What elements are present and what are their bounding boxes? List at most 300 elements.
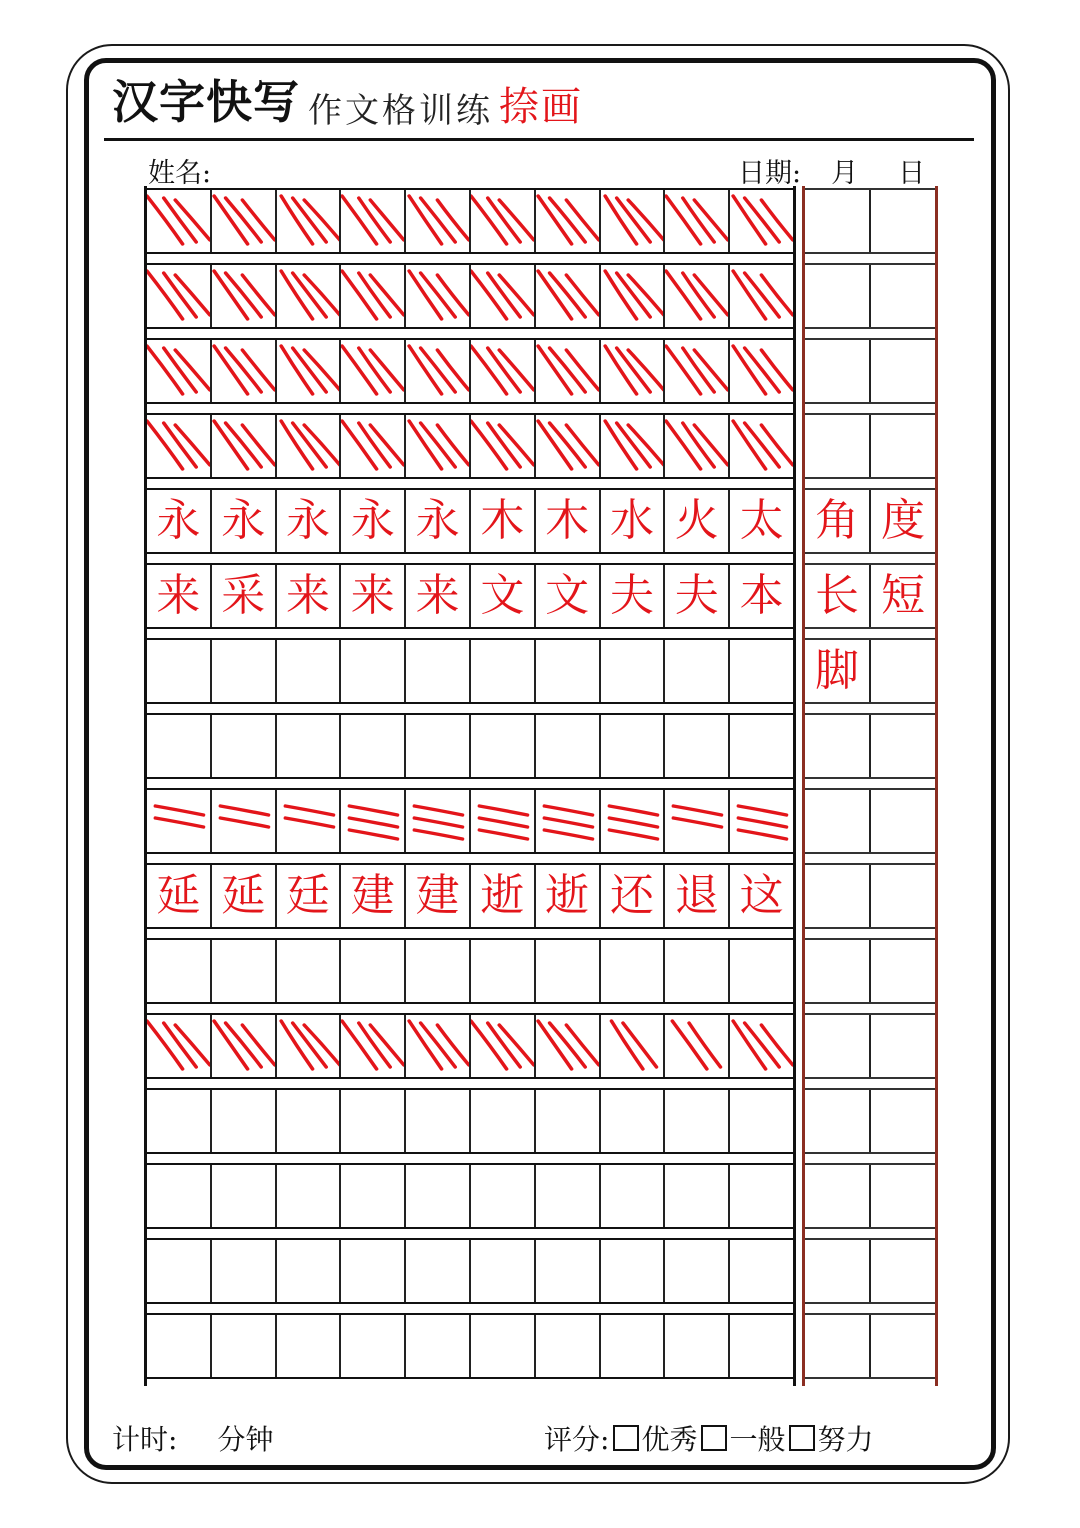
side-grid-cell[interactable]: [871, 790, 935, 852]
grid-cell[interactable]: [277, 190, 342, 252]
grid-cell[interactable]: [406, 565, 471, 627]
grid-cell[interactable]: [341, 1015, 406, 1077]
pie-stroke-mark: [609, 806, 657, 815]
grid-cell[interactable]: [212, 1315, 277, 1377]
pie-stroke-mark: [479, 806, 527, 815]
pie-stroke-mark: [479, 830, 527, 839]
side-grid-cell[interactable]: [871, 340, 935, 402]
grid-cell[interactable]: [730, 1240, 793, 1302]
grid-cell[interactable]: [471, 1240, 536, 1302]
side-grid-cell[interactable]: [805, 415, 871, 477]
grid-cell[interactable]: [147, 565, 212, 627]
side-grid-row: [805, 1238, 935, 1304]
grid-cell[interactable]: [601, 1090, 666, 1152]
grid-cell[interactable]: [730, 865, 793, 927]
practice-grid: [144, 186, 796, 1386]
grid-cell[interactable]: [536, 265, 601, 327]
side-grid-row: [805, 563, 935, 629]
grid-cell[interactable]: [730, 415, 793, 477]
side-practice-character: 角: [815, 495, 859, 546]
stroke-drawing: [471, 790, 534, 852]
grid-cell[interactable]: [730, 715, 793, 777]
practice-character: 这: [739, 870, 784, 921]
grid-cell[interactable]: [277, 265, 342, 327]
grid-cell[interactable]: [212, 790, 277, 852]
grid-cell[interactable]: [212, 340, 277, 402]
grid-cell[interactable]: [536, 715, 601, 777]
grid-cell[interactable]: [212, 415, 277, 477]
stroke-drawing: [601, 790, 664, 852]
practice-character: 廷: [285, 870, 330, 921]
grid-cell[interactable]: [536, 415, 601, 477]
grid-cell[interactable]: [471, 1015, 536, 1077]
pie-stroke-mark: [479, 818, 527, 827]
side-grid-cell[interactable]: [871, 490, 935, 552]
grid-cell[interactable]: [277, 340, 342, 402]
grid-cell[interactable]: [212, 265, 277, 327]
score-option-excellent: 优秀: [641, 1423, 698, 1456]
practice-character: 逝: [480, 870, 525, 921]
grid-cell[interactable]: [212, 490, 277, 552]
grid-cell[interactable]: [471, 1090, 536, 1152]
grid-cell[interactable]: [406, 715, 471, 777]
grid-cell[interactable]: [406, 1315, 471, 1377]
grid-cell[interactable]: [406, 940, 471, 1002]
practice-character: 来: [350, 570, 395, 621]
grid-row: [147, 1088, 793, 1154]
grid-row: [147, 263, 793, 329]
stroke-drawing: [212, 790, 275, 852]
grid-cell[interactable]: [471, 865, 536, 927]
stroke-drawing: [277, 265, 340, 327]
title-divider: [104, 138, 974, 141]
practice-character: 文: [480, 570, 525, 621]
side-grid-row: [805, 788, 935, 854]
grid-cell[interactable]: [665, 340, 730, 402]
practice-character: 采: [221, 570, 266, 621]
grid-cell[interactable]: [601, 1165, 666, 1227]
timer-label: 计时:: [112, 1423, 178, 1456]
grid-cell[interactable]: [406, 865, 471, 927]
grid-cell[interactable]: [665, 1240, 730, 1302]
stroke-drawing: [212, 340, 275, 402]
grid-cell[interactable]: [665, 1315, 730, 1377]
side-grid-cell[interactable]: [871, 865, 935, 927]
grid-cell[interactable]: [341, 1240, 406, 1302]
score-checkbox-excellent[interactable]: [613, 1425, 639, 1451]
pie-stroke-mark: [242, 275, 274, 315]
grid-cell[interactable]: [601, 790, 666, 852]
grid-row: [147, 563, 793, 629]
side-grid-cell[interactable]: [805, 865, 871, 927]
side-grid-row: [805, 713, 935, 779]
grid-cell[interactable]: [277, 1090, 342, 1152]
stroke-drawing: [601, 190, 664, 252]
stroke-drawing: [406, 265, 469, 327]
grid-cell[interactable]: [601, 340, 666, 402]
stroke-drawing: [406, 1015, 469, 1077]
stroke-drawing: [730, 190, 793, 252]
grid-cell[interactable]: [471, 790, 536, 852]
pie-stroke-mark: [242, 350, 274, 390]
stroke-drawing: [147, 340, 210, 402]
grid-cell[interactable]: [147, 865, 212, 927]
grid-cell[interactable]: [147, 715, 212, 777]
practice-character: 延: [221, 870, 266, 921]
grid-cell[interactable]: [665, 565, 730, 627]
grid-cell[interactable]: [471, 565, 536, 627]
grid-cell[interactable]: [601, 415, 666, 477]
stroke-drawing: [730, 415, 793, 477]
grid-cell[interactable]: [665, 415, 730, 477]
score-checkbox-effort[interactable]: [789, 1425, 815, 1451]
side-grid-row: [805, 1088, 935, 1154]
grid-cell[interactable]: [277, 1315, 342, 1377]
grid-cell[interactable]: [601, 265, 666, 327]
stroke-drawing: [277, 790, 340, 852]
grid-cell[interactable]: [212, 940, 277, 1002]
grid-cell[interactable]: [277, 640, 342, 702]
grid-cell[interactable]: [536, 640, 601, 702]
title-subtitle: 作文格训练: [308, 91, 493, 131]
grid-cell[interactable]: [341, 190, 406, 252]
grid-row: [147, 413, 793, 479]
stroke-drawing: [147, 1015, 210, 1077]
grid-cell[interactable]: [665, 715, 730, 777]
stroke-drawing: [536, 790, 599, 852]
grid-cell[interactable]: [406, 415, 471, 477]
grid-cell[interactable]: [665, 1015, 730, 1077]
minutes-label: 分钟: [217, 1423, 274, 1456]
practice-character: 木: [545, 495, 590, 546]
grid-cell[interactable]: [601, 1015, 666, 1077]
grid-cell[interactable]: [341, 340, 406, 402]
grid-cell[interactable]: [147, 340, 212, 402]
pie-stroke-mark: [544, 818, 592, 827]
grid-cell[interactable]: [147, 790, 212, 852]
side-grid-row: [805, 863, 935, 929]
side-grid-cell[interactable]: [871, 715, 935, 777]
grid-cell[interactable]: [147, 490, 212, 552]
stroke-drawing: [665, 1015, 728, 1077]
grid-cell[interactable]: [341, 865, 406, 927]
grid-cell[interactable]: [665, 865, 730, 927]
grid-cell[interactable]: [536, 565, 601, 627]
side-grid-cell[interactable]: [871, 265, 935, 327]
grid-cell[interactable]: [536, 865, 601, 927]
grid-row: [147, 1238, 793, 1304]
grid-cell[interactable]: [406, 1165, 471, 1227]
side-grid-cell[interactable]: [871, 190, 935, 252]
side-grid-cell[interactable]: [871, 1165, 935, 1227]
grid-cell[interactable]: [536, 1240, 601, 1302]
grid-cell[interactable]: [665, 490, 730, 552]
grid-cell[interactable]: [730, 490, 793, 552]
grid-cell[interactable]: [212, 190, 277, 252]
grid-cell[interactable]: [277, 565, 342, 627]
practice-character: 木: [480, 495, 525, 546]
grid-cell[interactable]: [341, 490, 406, 552]
grid-cell[interactable]: [277, 865, 342, 927]
stroke-drawing: [341, 340, 404, 402]
grid-cell[interactable]: [665, 1165, 730, 1227]
grid-cell[interactable]: [212, 1090, 277, 1152]
grid-cell[interactable]: [730, 790, 793, 852]
timer-field: [112, 1416, 273, 1460]
side-grid-cell[interactable]: [805, 940, 871, 1002]
side-grid-cell[interactable]: [805, 790, 871, 852]
practice-character: 夫: [609, 570, 654, 621]
grid-cell[interactable]: [536, 340, 601, 402]
grid-cell[interactable]: [277, 715, 342, 777]
stroke-drawing: [341, 265, 404, 327]
stroke-drawing: [212, 190, 275, 252]
grid-cell[interactable]: [601, 940, 666, 1002]
side-grid-cell[interactable]: [871, 1015, 935, 1077]
grid-cell[interactable]: [406, 1015, 471, 1077]
pie-stroke-mark: [438, 425, 469, 465]
grid-cell[interactable]: [341, 940, 406, 1002]
grid-cell[interactable]: [341, 715, 406, 777]
side-grid-cell[interactable]: [805, 715, 871, 777]
grid-cell[interactable]: [277, 1240, 342, 1302]
grid-cell[interactable]: [341, 265, 406, 327]
grid-cell[interactable]: [277, 1165, 342, 1227]
grid-cell[interactable]: [536, 190, 601, 252]
grid-cell[interactable]: [471, 715, 536, 777]
grid-cell[interactable]: [406, 190, 471, 252]
side-grid-cell[interactable]: [871, 1315, 935, 1377]
grid-cell[interactable]: [277, 940, 342, 1002]
side-grid-cell[interactable]: [805, 1165, 871, 1227]
side-grid-cell[interactable]: [871, 940, 935, 1002]
grid-cell[interactable]: [601, 865, 666, 927]
side-grid-cell[interactable]: [871, 565, 935, 627]
pie-stroke-mark: [674, 818, 722, 827]
grid-cell[interactable]: [147, 940, 212, 1002]
side-grid-cell[interactable]: [805, 265, 871, 327]
grid-cell[interactable]: [730, 265, 793, 327]
side-practice-character: 脚: [815, 645, 859, 696]
grid-cell[interactable]: [536, 1090, 601, 1152]
grid-cell[interactable]: [665, 790, 730, 852]
grid-cell[interactable]: [212, 865, 277, 927]
grid-cell[interactable]: [212, 1015, 277, 1077]
grid-cell[interactable]: [147, 190, 212, 252]
grid-cell[interactable]: [147, 1315, 212, 1377]
practice-character: 来: [285, 570, 330, 621]
side-grid-row: [805, 1313, 935, 1379]
pie-stroke-mark: [220, 818, 268, 827]
side-grid-cell[interactable]: [805, 1315, 871, 1377]
grid-row: [147, 938, 793, 1004]
side-grid-cell[interactable]: [805, 1090, 871, 1152]
side-grid-row: [805, 263, 935, 329]
side-grid-cell[interactable]: [805, 1015, 871, 1077]
practice-character: 建: [415, 870, 460, 921]
grid-cell[interactable]: [730, 940, 793, 1002]
side-grid-cell[interactable]: [805, 340, 871, 402]
grid-cell[interactable]: [147, 1015, 212, 1077]
practice-character: 建: [350, 870, 395, 921]
title-brand: 汉字快写: [112, 75, 300, 129]
grid-cell[interactable]: [536, 1315, 601, 1377]
score-option-effort: 努力: [817, 1423, 874, 1456]
grid-cell[interactable]: [730, 1165, 793, 1227]
side-grid-cell[interactable]: [871, 640, 935, 702]
grid-cell[interactable]: [212, 1165, 277, 1227]
stroke-drawing: [601, 340, 664, 402]
grid-cell[interactable]: [730, 190, 793, 252]
pie-stroke-mark: [566, 425, 598, 465]
grid-cell[interactable]: [730, 340, 793, 402]
grid-cell[interactable]: [341, 790, 406, 852]
side-grid-cell[interactable]: [805, 565, 871, 627]
stroke-drawing: [147, 415, 210, 477]
grid-row: [147, 338, 793, 404]
grid-cell[interactable]: [601, 190, 666, 252]
pie-stroke-mark: [242, 1025, 274, 1065]
grid-cell[interactable]: [147, 265, 212, 327]
grid-cell[interactable]: [471, 190, 536, 252]
grid-cell[interactable]: [277, 1015, 342, 1077]
grid-cell[interactable]: [665, 265, 730, 327]
pie-stroke-mark: [609, 830, 657, 839]
grid-cell[interactable]: [730, 1015, 793, 1077]
grid-cell[interactable]: [471, 940, 536, 1002]
grid-cell[interactable]: [212, 565, 277, 627]
grid-cell[interactable]: [406, 490, 471, 552]
pie-stroke-mark: [350, 818, 398, 827]
stroke-drawing: [665, 340, 728, 402]
grid-cell[interactable]: [471, 415, 536, 477]
pie-stroke-mark: [242, 200, 274, 240]
pie-stroke-mark: [609, 818, 657, 827]
grid-cell[interactable]: [665, 640, 730, 702]
side-practice-character: 度: [881, 495, 925, 546]
side-grid-cell[interactable]: [805, 640, 871, 702]
side-grid-cell[interactable]: [871, 415, 935, 477]
pie-stroke-mark: [438, 1025, 469, 1065]
side-grid-cell[interactable]: [805, 190, 871, 252]
grid-cell[interactable]: [471, 490, 536, 552]
grid-cell[interactable]: [471, 1165, 536, 1227]
grid-cell[interactable]: [601, 490, 666, 552]
pie-stroke-mark: [673, 1021, 708, 1069]
pie-stroke-mark: [566, 350, 598, 390]
name-field: [148, 150, 411, 190]
grid-cell[interactable]: [406, 340, 471, 402]
grid-cell[interactable]: [665, 190, 730, 252]
grid-cell[interactable]: [601, 640, 666, 702]
grid-cell[interactable]: [147, 1240, 212, 1302]
grid-cell[interactable]: [730, 1090, 793, 1152]
grid-cell[interactable]: [406, 1240, 471, 1302]
grid-cell[interactable]: [601, 1315, 666, 1377]
grid-cell[interactable]: [341, 415, 406, 477]
stroke-drawing: [601, 415, 664, 477]
stroke-drawing: [665, 190, 728, 252]
stroke-drawing: [406, 790, 469, 852]
grid-cell[interactable]: [406, 640, 471, 702]
grid-cell[interactable]: [601, 1240, 666, 1302]
grid-cell[interactable]: [730, 565, 793, 627]
grid-cell[interactable]: [147, 415, 212, 477]
grid-cell[interactable]: [277, 790, 342, 852]
side-grid-row: [805, 638, 935, 704]
stroke-drawing: [730, 1015, 793, 1077]
grid-cell[interactable]: [212, 715, 277, 777]
grid-cell[interactable]: [212, 640, 277, 702]
side-grid-cell[interactable]: [871, 1090, 935, 1152]
stroke-drawing: [212, 415, 275, 477]
pie-stroke-mark: [242, 425, 274, 465]
grid-cell[interactable]: [406, 790, 471, 852]
grid-cell[interactable]: [147, 640, 212, 702]
name-label: 姓名:: [148, 158, 212, 189]
grid-cell[interactable]: [471, 1315, 536, 1377]
practice-character: 还: [609, 870, 654, 921]
practice-character: 永: [221, 495, 266, 546]
grid-cell[interactable]: [471, 640, 536, 702]
grid-cell[interactable]: [406, 265, 471, 327]
side-grid-row: [805, 1013, 935, 1079]
side-grid-cell[interactable]: [805, 1240, 871, 1302]
grid-cell[interactable]: [471, 265, 536, 327]
stroke-drawing: [212, 1015, 275, 1077]
grid-cell[interactable]: [341, 1315, 406, 1377]
side-grid-row: [805, 338, 935, 404]
stroke-drawing: [730, 340, 793, 402]
grid-cell[interactable]: [341, 640, 406, 702]
grid-cell[interactable]: [601, 565, 666, 627]
grid-cell[interactable]: [601, 715, 666, 777]
grid-cell[interactable]: [471, 340, 536, 402]
grid-cell[interactable]: [406, 1090, 471, 1152]
grid-cell[interactable]: [147, 1165, 212, 1227]
pie-stroke-mark: [544, 830, 592, 839]
score-checkbox-average[interactable]: [701, 1425, 727, 1451]
side-grid-cell[interactable]: [805, 490, 871, 552]
stroke-drawing: [730, 265, 793, 327]
grid-cell[interactable]: [536, 490, 601, 552]
grid-cell[interactable]: [212, 1240, 277, 1302]
pie-stroke-mark: [155, 818, 203, 827]
grid-cell[interactable]: [341, 1090, 406, 1152]
grid-cell[interactable]: [277, 490, 342, 552]
grid-cell[interactable]: [536, 940, 601, 1002]
grid-cell[interactable]: [147, 1090, 212, 1152]
grid-cell[interactable]: [277, 415, 342, 477]
stroke-drawing: [536, 190, 599, 252]
grid-cell[interactable]: [536, 790, 601, 852]
pie-stroke-mark: [285, 806, 333, 815]
grid-cell[interactable]: [730, 1315, 793, 1377]
side-grid-cell[interactable]: [871, 1240, 935, 1302]
stroke-drawing: [406, 190, 469, 252]
grid-cell[interactable]: [536, 1165, 601, 1227]
pie-stroke-mark: [674, 806, 722, 815]
grid-cell[interactable]: [341, 565, 406, 627]
grid-cell[interactable]: [536, 1015, 601, 1077]
grid-cell[interactable]: [730, 640, 793, 702]
stroke-drawing: [277, 1015, 340, 1077]
grid-cell[interactable]: [665, 940, 730, 1002]
stroke-drawing: [341, 1015, 404, 1077]
grid-cell[interactable]: [341, 1165, 406, 1227]
grid-cell[interactable]: [665, 1090, 730, 1152]
pie-stroke-mark: [566, 1025, 598, 1065]
